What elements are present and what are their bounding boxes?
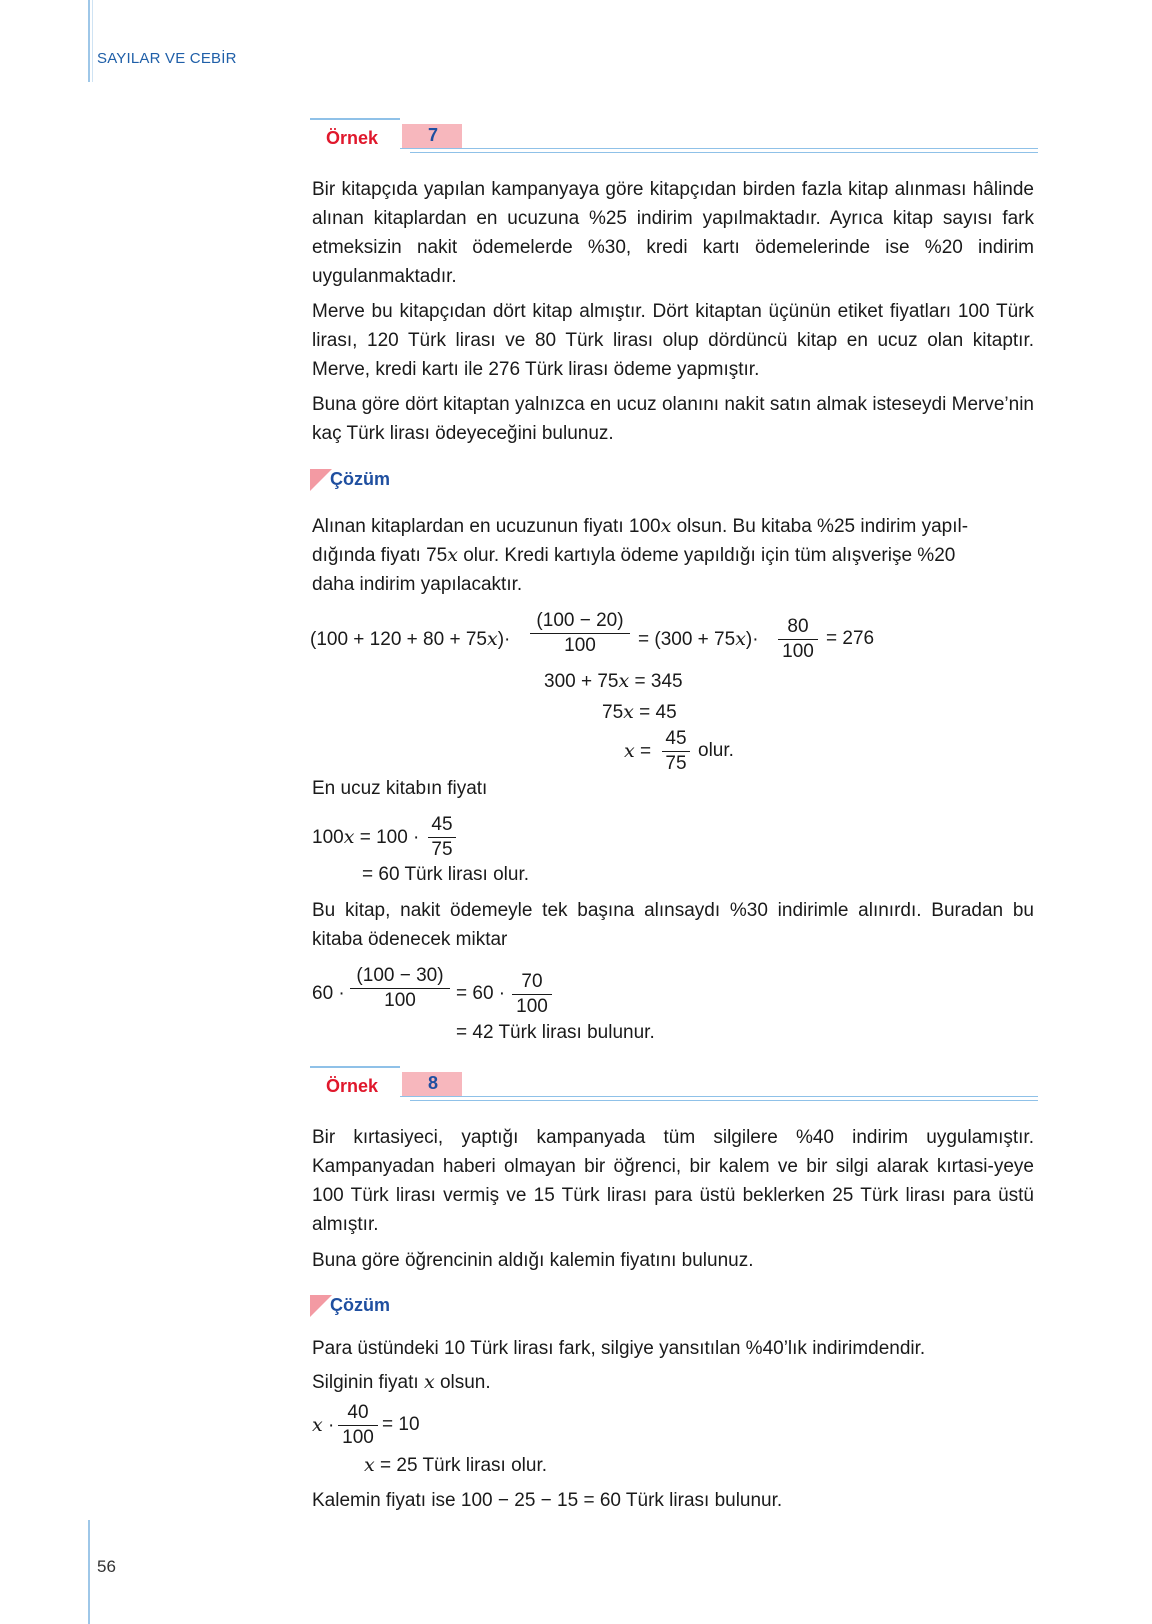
heading-rule-2 <box>410 1100 1038 1101</box>
fraction-bar <box>530 633 630 634</box>
fraction-2 <box>778 616 818 663</box>
eq-text: · <box>322 1415 335 1436</box>
heading-rule <box>400 1096 1038 1097</box>
fraction-7 <box>338 1402 378 1449</box>
variable-x: x <box>423 1371 435 1393</box>
margin-line-top <box>88 0 90 82</box>
equation-8: = 42 Türk lirası bulunur. <box>456 1022 655 1043</box>
equation-3 <box>602 701 677 724</box>
equation-9-left <box>312 1414 334 1437</box>
fraction-6 <box>512 971 552 1018</box>
text-span: Alınan kitaplardan en ucuzunun fiyatı 100 <box>312 516 661 537</box>
variable-x: x <box>447 544 458 566</box>
example-7-heading <box>310 118 1038 154</box>
text-span: olur. Kredi kartıyla ödeme yapıldığı için tüm alışverişe %20 <box>457 545 956 566</box>
fraction-denominator: 100 <box>384 990 416 1011</box>
fraction-numerator: (100 − 30) <box>356 965 444 986</box>
heading-rule-2 <box>410 152 1038 153</box>
example-8-solution-text-2 <box>312 1368 1034 1397</box>
fraction-bar <box>512 994 552 995</box>
margin-line-top-thin <box>92 0 93 82</box>
equation-1-left <box>310 628 510 651</box>
fraction-denominator: 100 <box>564 635 596 656</box>
heading-rule <box>400 148 1038 149</box>
solution-marker-icon <box>310 469 332 491</box>
fraction-bar <box>662 751 690 752</box>
equation-4-suffix: olur. <box>698 740 734 761</box>
solution-label: Çözüm <box>330 469 390 489</box>
fraction-numerator: 80 <box>787 616 809 637</box>
fraction-bar <box>338 1425 378 1426</box>
text-span: olsun. Bu kitaba %25 indirim yapıl- <box>671 516 969 537</box>
text-span: Silginin fiyatı <box>312 1372 424 1393</box>
fraction-numerator: 45 <box>431 814 453 835</box>
page-number: 56 <box>97 1557 116 1576</box>
example-8-paragraph-2: Buna göre öğrencinin aldığı kalemin fiyatını bulunuz. <box>312 1250 754 1271</box>
eq-text: 300 + 75 <box>544 671 619 692</box>
equation-6: = 60 Türk lirası olur. <box>362 864 530 885</box>
example-7-solution-text <box>312 512 1034 599</box>
text-span: dığında fiyatı 75 <box>312 545 448 566</box>
text-span: daha indirim yapılacaktır. <box>312 574 523 595</box>
equation-1-right: = 276 <box>826 628 875 649</box>
fraction-1 <box>530 610 630 657</box>
fraction-bar <box>350 988 450 989</box>
example-label: Örnek <box>326 128 379 148</box>
margin-line-bottom <box>88 1520 90 1624</box>
equation-1-middle <box>638 628 759 651</box>
eq-text: )· <box>745 629 759 650</box>
example-8-heading <box>310 1066 1038 1102</box>
fraction-numerator: 40 <box>347 1402 369 1423</box>
example-label: Örnek <box>326 1076 379 1096</box>
fraction-denominator: 75 <box>665 753 687 774</box>
example-7-paragraph-2: Merve bu kitapçıdan dört kitap almıştır. Dört kitaptan üçünün etiket fiyatları 100 Türk lirası, 120 Türk lirası ve 80 Türk lirası olup dördüncü kitap en ucuz olan kitaptır. Merve, kredi kartı ile 276 Türk lirası ödeme yapmıştır. <box>312 301 1034 380</box>
variable-x: x <box>623 701 634 723</box>
fraction-denominator: 100 <box>342 1427 374 1448</box>
example-8-solution-text-3: Kalemin fiyatı ise 100 − 25 − 15 = 60 Türk lirası bulunur. <box>312 1490 783 1511</box>
equation-10 <box>364 1454 547 1477</box>
eq-text: )· <box>497 629 511 650</box>
fraction-4 <box>428 814 456 861</box>
example-number: 7 <box>428 125 439 145</box>
solution-marker-icon <box>310 1295 332 1317</box>
variable-x: x <box>624 740 635 762</box>
example-number: 8 <box>428 1073 439 1093</box>
variable-x: x <box>364 1454 375 1476</box>
fraction-numerator: 45 <box>665 728 687 749</box>
variable-x: x <box>343 826 355 848</box>
equation-2 <box>544 670 683 693</box>
variable-x: x <box>735 628 746 650</box>
eq-text: (100 + 120 + 80 + 75 <box>310 629 487 650</box>
example-7-paragraph-1: Bir kitapçıda yapılan kampanyaya göre kitapçıdan birden fazla kitap alınması hâlinde alınan kitaplardan en ucuzuna %25 indirim yapılmaktadır. Ayrıca kitap sayısı fark etmeksizin nakit ödemelerde %30, kredi kartı ödemelerinde ise %20 indirim uygulanmaktadır. <box>312 179 1034 287</box>
example-8-solution-text-1: Para üstündeki 10 Türk lirası fark, silgiye yansıtılan %40’lık indirimdendir. <box>312 1338 926 1359</box>
variable-x: x <box>660 515 672 537</box>
equation-7-left: 60 · <box>312 983 345 1004</box>
eq-text: = (300 + 75 <box>638 629 736 650</box>
eq-text: = 345 <box>629 671 683 692</box>
fraction-numerator: (100 − 20) <box>536 610 624 631</box>
example-8-paragraph-1: Bir kırtasiyeci, yaptığı kampanyada tüm silgilere %40 indirim uygulamıştır. Kampanyadan haberi olmayan bir öğrenci, bir kalem ve bir silgi alarak kırtasi-yeye 100 Türk lirası vermiş ve 15 Türk lirası para üstü beklerken 25 Türk lirası para üstü almıştır. <box>312 1127 1034 1235</box>
example-7-solution-text-2: En ucuz kitabın fiyatı <box>312 778 488 799</box>
eq-text: = 25 Türk lirası olur. <box>374 1455 548 1476</box>
eq-text: = 100 · <box>354 827 420 848</box>
fraction-denominator: 75 <box>431 839 453 860</box>
eq-text: 100 <box>312 827 344 848</box>
equation-7-middle: = 60 · <box>456 983 506 1004</box>
eq-text: = 45 <box>633 702 677 723</box>
example-7-solution-text-3: Bu kitap, nakit ödemeyle tek başına alınsaydı %30 indirimle alınırdı. Buradan bu kitaba ödenecek miktar <box>312 900 1034 950</box>
solution-label: Çözüm <box>330 1295 390 1315</box>
example-7-paragraph-3: Buna göre dört kitaptan yalnızca en ucuz olanını nakit satın almak isteseydi Merve’nin kaç Türk lirası ödeyeceğini bulunuz. <box>312 394 1034 444</box>
fraction-denominator: 100 <box>782 641 814 662</box>
fraction-denominator: 100 <box>516 996 548 1017</box>
equation-9-right: = 10 <box>382 1414 420 1435</box>
equation-5 <box>312 826 419 849</box>
fraction-bar <box>778 639 818 640</box>
equation-4 <box>624 740 651 763</box>
text-span: olsun. <box>434 1372 491 1393</box>
variable-x: x <box>618 670 630 692</box>
eq-text: = <box>634 741 652 762</box>
variable-x: x <box>486 628 498 650</box>
section-header: SAYILAR VE CEBİR <box>97 50 237 67</box>
fraction-3 <box>662 728 690 775</box>
eq-text: 75 <box>602 702 624 723</box>
fraction-numerator: 70 <box>521 971 543 992</box>
variable-x: x <box>312 1414 323 1436</box>
fraction-5 <box>350 965 450 1012</box>
fraction-bar <box>428 837 456 838</box>
